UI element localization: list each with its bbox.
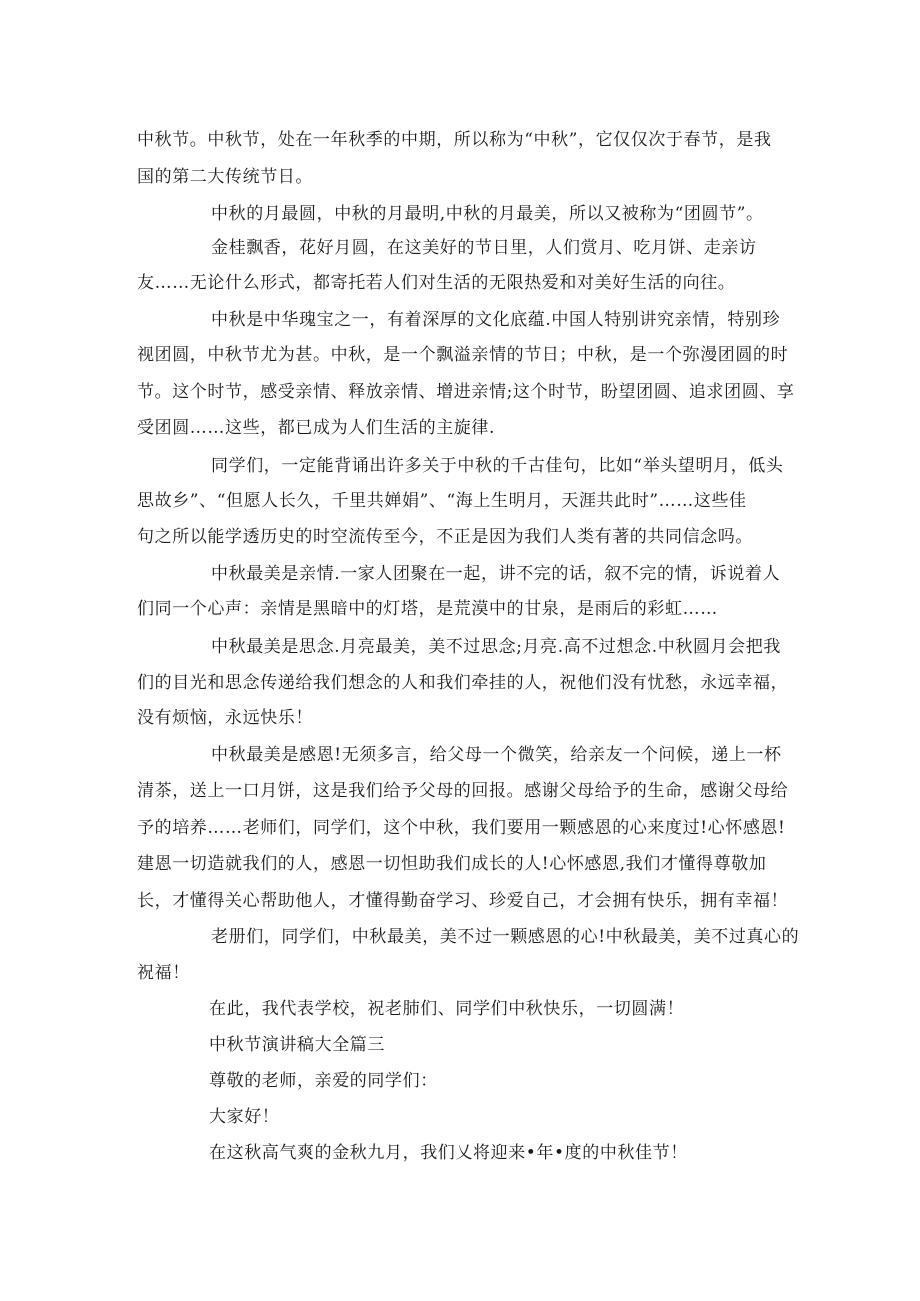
text-line: 友……无论什么形式，都寄托若人们对生活的无限热爱和对美好生活的向往。	[137, 273, 736, 293]
text-line: 中秋最美是亲情.一家人团聚在一起，讲不完的话，叙不完的情，诉说着人	[211, 564, 781, 584]
text-line: 中秋节。中秋节，处在一年秋季的中期，所以称为“中秋”，它仅仅次于春节，是我	[137, 130, 772, 150]
text-line: 句之所以能学透历史的时空流传至今，不正是因为我们人类有著的共同信念吗。	[137, 527, 753, 547]
text-line: 节。这个时节，感受亲情、释放亲情、增进亲情;这个时节，盼望团圆、追求团圆、享	[137, 382, 795, 402]
text-line: 在这秋高气爽的金秋九月，我们乂将迎来•年•度的中秋佳节！	[209, 1143, 688, 1163]
text-line: 国的第二大传统节日。	[137, 167, 313, 187]
text-line: 金桂飘香，花好月圆，在这美好的节日里，人们赏月、吃月饼、走亲访	[211, 238, 757, 258]
text-line: 没有烦恼，永远快乐！	[137, 708, 313, 728]
text-line: 受团圆……这些，都已成为人们生活的主旋律.	[137, 418, 496, 438]
text-line: 予的培养……老师们，同学们，这个中秋，我们要用一颗感恩的心来度过!心怀感恩!	[137, 818, 786, 838]
text-line: 思故乡”、“但愿人长久，千里共婵娟”、“海上生明月，天涯共此时”……这些佳	[137, 491, 747, 511]
text-line: 祝福！	[137, 963, 190, 983]
text-line: 清茶，送上一口月饼，这是我们给予父母的回报。感谢父母给予的生命，感谢父母给	[137, 781, 789, 801]
text-line: 建恩一切造就我们的人，感恩一切怛助我们成长的人!心怀感恩,我们才懂得尊敬加	[137, 854, 767, 874]
text-line: 们的目光和思念传递给我们想念的人和我们牵挂的人，祝他们没有忧愁，永远幸福，	[137, 673, 789, 693]
text-line: 中秋是中华瑰宝之一，有着深厚的文化底蕴.中国人特别讲究亲情，特别珍	[211, 310, 781, 330]
text-line: 在此，我代表学校，祝老肺们、同学们中秋快乐，一切圆满！	[209, 999, 685, 1019]
section-heading: 中秋节演讲稿大全篇三	[209, 1035, 385, 1055]
text-line: 长，才懂得关心帮助他人，才懂得勤奋学习、珍爱自己，才会拥有快乐，拥有幸福！	[137, 891, 789, 911]
text-line: 老册们，同学们，中秋最美，美不过一颗感恩的心!中秋最美，美不过真心的	[211, 927, 800, 947]
text-line: 中秋最美是感恩!无须多言，给父母一个微笑，给亲友一个问候，递上一杯	[211, 745, 782, 765]
text-line: 同学们，一定能背诵出许多关于中秋的千古佳句，比如“举头望明月，低头	[211, 456, 784, 476]
text-line: 视团圆，中秋节尤为甚。中秋，是一个飘溢亲情的节日；中秋，是一个弥漫团圆的时	[137, 345, 789, 365]
greeting: 大家好！	[209, 1107, 280, 1127]
text-line: 们同一个心声：亲情是黑暗中的灯塔，是荒漠中的甘泉，是雨后的彩虹……	[137, 599, 718, 619]
salutation: 尊敬的老师，亲爱的同学们：	[209, 1071, 438, 1091]
text-line: 中秋最美是思念.月亮最美，美不过思念;月亮.高不过想念.中秋圆月会把我	[211, 637, 781, 657]
text-line: 中秋的月最圆，中秋的月最明,中秋的月最美，所以又被称为“团圆节”。	[211, 204, 764, 224]
